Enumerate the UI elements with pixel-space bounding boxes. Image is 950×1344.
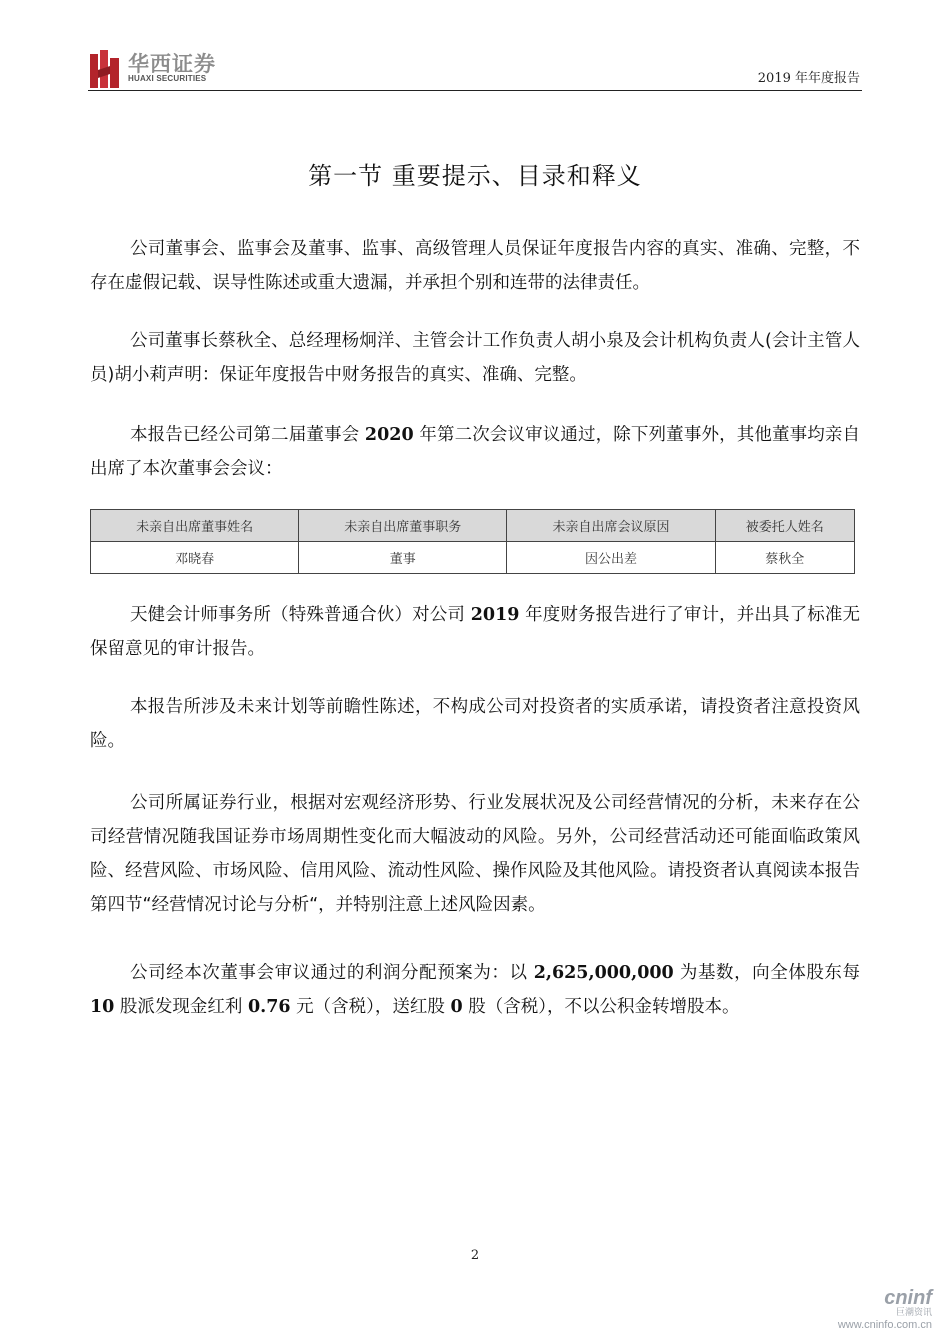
- base-shares: 2,625,000,000: [533, 963, 674, 983]
- table-header-cell: 未亲自出席会议原因: [507, 510, 715, 542]
- logo-chinese-name: 华西证券: [128, 51, 216, 76]
- table-cell: 邓晓春: [91, 542, 299, 574]
- paragraph-statement: 公司董事长蔡秋全、总经理杨炯洋、主管会计工作负责人胡小泉及会计机构负责人(会计主管人员)胡小莉声明：保证年度报告中财务报告的真实、准确、完整。: [90, 331, 860, 385]
- text-span: 股派发现金红利: [114, 997, 248, 1017]
- page-header: [88, 44, 862, 91]
- paragraph-responsibility: 公司董事会、监事会及董事、监事、高级管理人员保证年度报告内容的真实、准确、完整，不存在虚假记载、误导性陈述或重大遗漏，并承担个别和连带的法律责任。: [90, 239, 860, 293]
- text-span: 股（含税），不以公积金转增股本。: [462, 997, 740, 1017]
- section-title: 第一节 重要提示、目录和释义: [308, 162, 642, 190]
- table-cell: 因公出差: [507, 542, 715, 574]
- table-header-cell: 未亲自出席董事职务: [299, 510, 507, 542]
- text-span: 为基数，向全体股东每: [673, 963, 861, 983]
- watermark-chinese: 巨潮资讯: [895, 1308, 932, 1318]
- table-cell: 蔡秋全: [715, 542, 854, 574]
- dividend-amount: 0.76: [247, 997, 291, 1017]
- logo-english-name: HUAXI SECURITIES: [128, 74, 207, 83]
- table-cell: 董事: [299, 542, 507, 574]
- paragraph-board-meeting: [90, 418, 860, 486]
- text-span: 年度财务报告进行了审计，并出具了标准无保留意见的审计报告。: [90, 605, 861, 659]
- per-shares: 10: [90, 997, 115, 1017]
- huaxi-logo: [88, 48, 216, 88]
- table-row: [91, 542, 855, 574]
- paragraph-profit-distribution: [90, 956, 860, 1024]
- huaxi-emblem-icon: [88, 48, 122, 88]
- table-header-row: [91, 510, 855, 542]
- cninfo-watermark: [838, 1288, 932, 1332]
- text-span: 天健会计师事务所（特殊普通合伙）对公司: [130, 605, 471, 625]
- text-span: 公司经本次董事会审议通过的利润分配预案为：以: [130, 963, 534, 983]
- paragraph-risks: 公司所属证券行业，根据对宏观经济形势、行业发展状况及公司经营情况的分析，未来存在公司经营情况随我国证券市场周期性变化而大幅波动的风险。另外，公司经营活动还可能面临政策风险、经营风险、市场风险、信用风险、流动性风险、操作风险及其他风险。请投资者认真阅读本报告第四节“经营情况讨论与分析“，并特别注意上述风险因素。: [90, 793, 860, 915]
- paragraph-audit: [90, 598, 860, 666]
- bonus-shares: 0: [450, 997, 463, 1017]
- absent-directors-table: [90, 509, 855, 574]
- paragraph-forward-looking: 本报告所涉及未来计划等前瞻性陈述，不构成公司对投资者的实质承诺，请投资者注意投资风险。: [90, 697, 860, 751]
- page-number: 2: [470, 1248, 480, 1263]
- audit-year: 2019: [470, 605, 520, 625]
- table-header-cell: 被委托人姓名: [715, 510, 854, 542]
- table-header-cell: 未亲自出席董事姓名: [91, 510, 299, 542]
- report-title: 2019 年年度报告: [757, 71, 860, 86]
- text-span: 年第二次会议审议通过，除下列董事外，其他董事均亲自出席了本次董事会会议：: [90, 425, 861, 479]
- meeting-year: 2020: [364, 425, 414, 445]
- text-span: 本报告已经公司第二届董事会: [130, 425, 365, 445]
- text-span: 元（含税），送红股: [290, 997, 451, 1017]
- watermark-logo: cninf: [884, 1287, 932, 1309]
- watermark-url: www.cninfo.com.cn: [837, 1319, 932, 1331]
